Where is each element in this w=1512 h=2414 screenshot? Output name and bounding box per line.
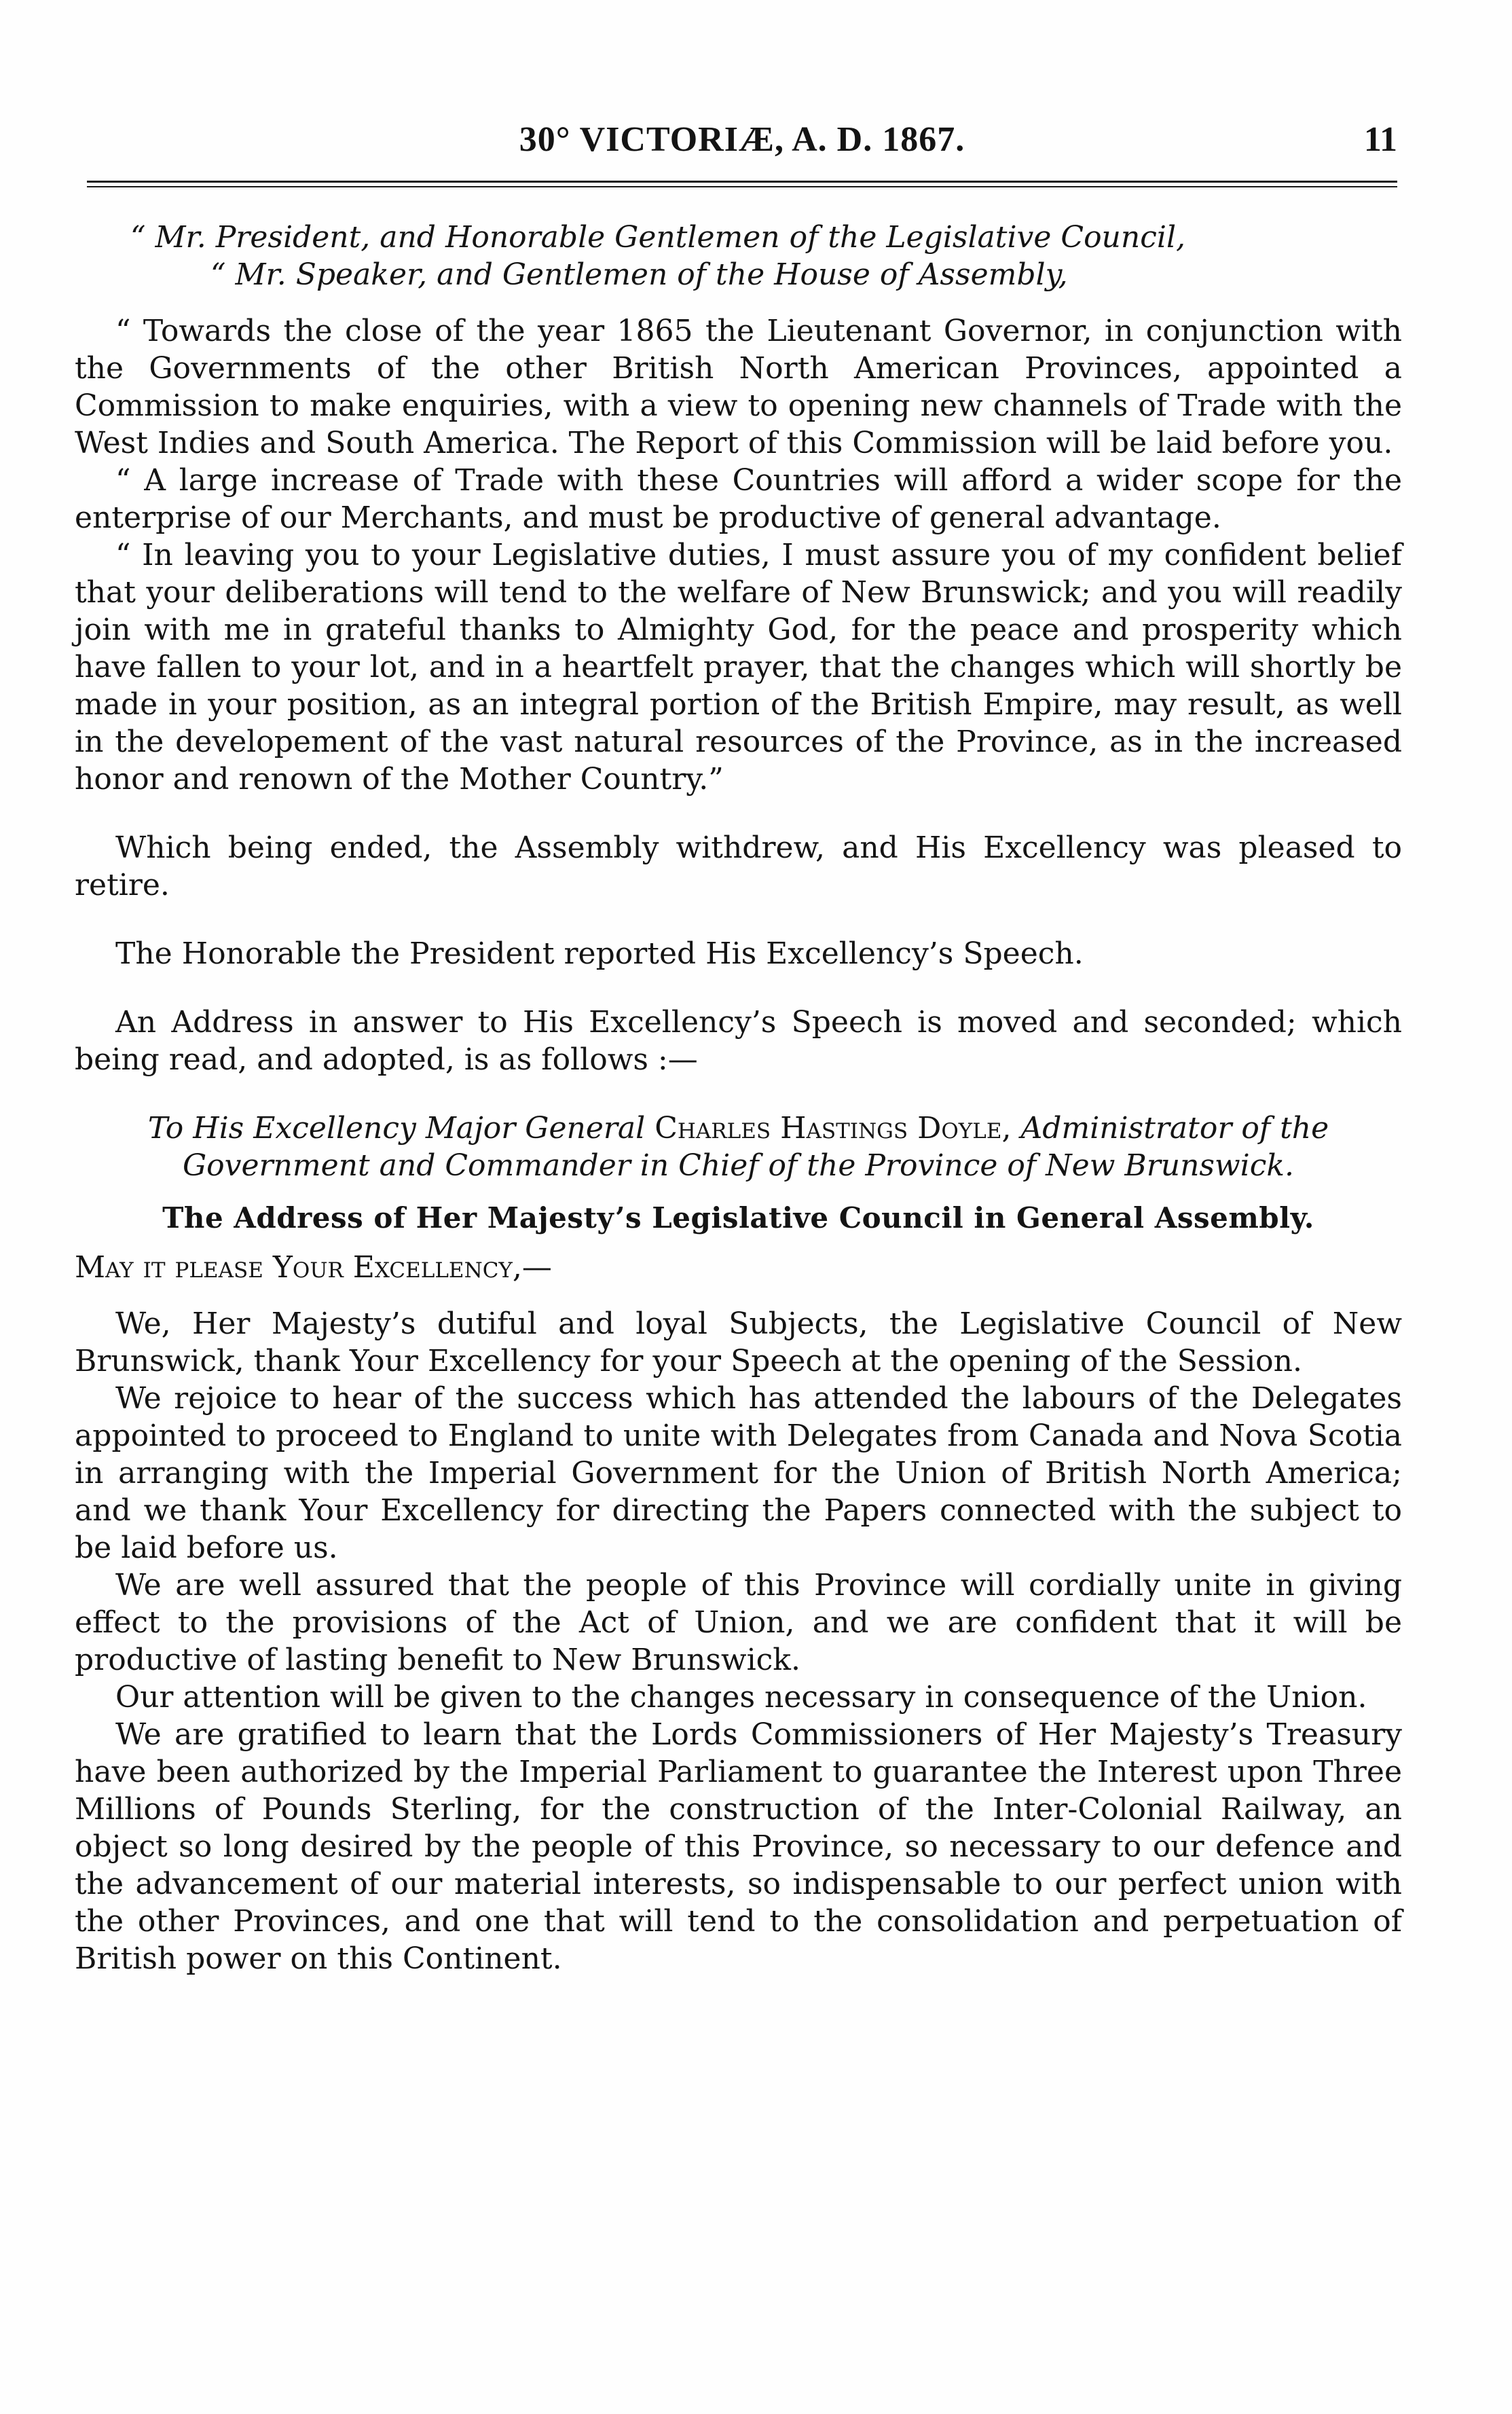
running-head: 30° VICTORIÆ, A. D. 1867. (519, 120, 965, 159)
addressee-suffix: Administrator of the Government and Commander in Chief of the Province of New Brunswick. (182, 1111, 1329, 1183)
address-paragraph: We, Her Majesty’s dutiful and loyal Subjects, the Legislative Council of New Brunswick, thank Your Excellency for your Speech at the opening of the Session. (75, 1306, 1402, 1378)
header-rule-lower (87, 186, 1397, 187)
address-addressee (75, 1110, 1402, 1184)
addressee-name: Charles Hastings Doyle, (654, 1111, 1012, 1146)
address-opening: May it please Your Excellency,— (75, 1250, 552, 1285)
address-paragraph: Our attention will be given to the changes necessary in consequence of the Union. (115, 1680, 1367, 1715)
proceedings-paragraph: An Address in answer to His Excellency’s Speech is moved and seconded; which being read, and adopted, is as follows :— (75, 1005, 1402, 1077)
header-rule-upper (87, 181, 1397, 183)
page-body (75, 219, 1402, 1977)
proceedings-paragraph: Which being ended, the Assembly withdrew, and His Excellency was pleased to retire. (75, 830, 1402, 902)
address-paragraph: We are gratified to learn that the Lords Commissioners of Her Majesty’s Treasury have been authorized by the Imperial Parliament to guarantee the Interest upon Three Millions of Pounds Sterling, for the construction of the Inter-Colonial Railway, an object so long desired by the people of this Province, so necessary to our defence and the advancement of our material interests, so indispensable to our perfect union with the other Provinces, and one that will tend to the consolidation and perpetuation of British power on this Continent. (75, 1717, 1402, 1976)
page-header (87, 120, 1397, 174)
salutation-council: “ Mr. President, and Honorable Gentlemen of the Legislative Council, (130, 220, 1186, 255)
address-paragraph: We rejoice to hear of the success which has attended the labours of the Delegates appointed to proceed to England to unite with Delegates from Canada and Nova Scotia in arranging with the Imperial Government for the Union of British North America; and we thank Your Excellency for directing the Papers connected with the subject to be laid before us. (75, 1381, 1402, 1565)
speech-paragraph: “ In leaving you to your Legislative duties, I must assure you of my confident belief that your deliberations will tend to the welfare of New Brunswick; and you will readily join with me in grateful thanks to Almighty God, for the peace and prosperity which have fallen to your lot, and in a heartfelt prayer, that the changes which will shortly be made in your position, as an integral portion of the British Empire, may result, as well in the developement of the vast natural resources of the Province, as in the increased honor and renown of the Mother Country.” (75, 538, 1402, 797)
proceedings-paragraph: The Honorable the President reported His Excellency’s Speech. (115, 936, 1084, 971)
addressee-prefix: To His Excellency Major General (147, 1111, 646, 1146)
address-title: The Address of Her Majesty’s Legislative Council in General Assembly. (162, 1201, 1314, 1235)
speech-paragraph: “ A large increase of Trade with these Countries will afford a wider scope for the enterprise of our Merchants, and must be productive of general advantage. (75, 463, 1402, 535)
speech-paragraph: “ Towards the close of the year 1865 the Lieutenant Governor, in conjunction with the Governments of the other British North American Provinces, appointed a Commission to make enquiries, with a view to opening new channels of Trade with the West Indies and South America. The Report of this Commission will be laid before you. (75, 314, 1402, 460)
address-paragraph: We are well assured that the people of this Province will cordially unite in giving effect to the provisions of the Act of Union, and we are confident that it will be productive of lasting benefit to New Brunswick. (75, 1568, 1402, 1677)
salutation-assembly: “ Mr. Speaker, and Gentlemen of the House of Assembly, (210, 257, 1068, 292)
page-number: 11 (1363, 120, 1397, 159)
